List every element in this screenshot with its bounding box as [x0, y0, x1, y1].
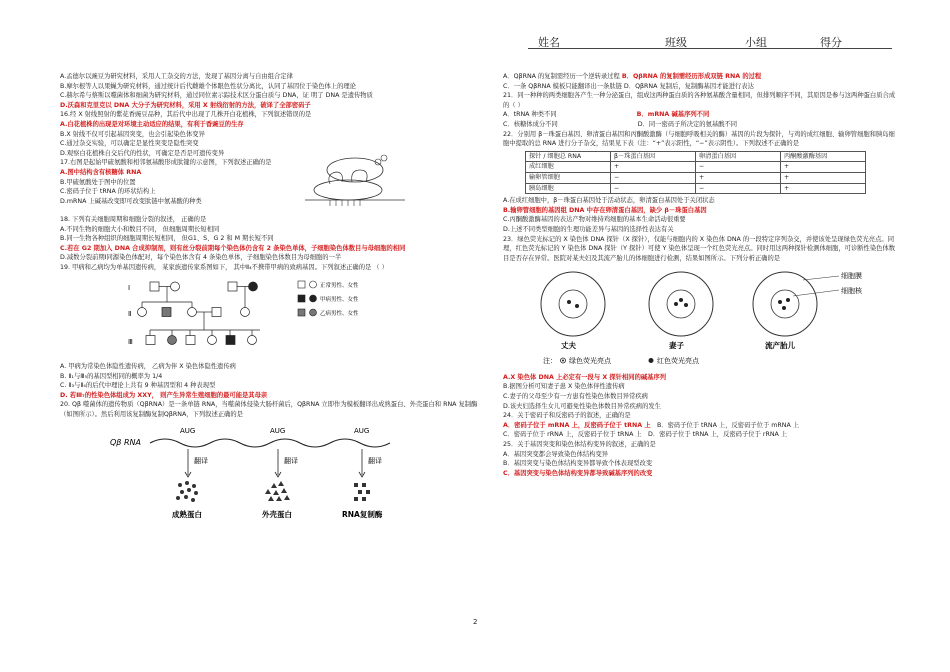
- table-header: 丙酮酸激酶基因: [781, 151, 866, 162]
- option-23d: D.该夫妇选择生女儿可避免性染色体数目异常疾病的发生: [503, 402, 661, 410]
- table-cell: 输卵管细胞: [526, 172, 611, 183]
- translate-label-2: 翻译: [284, 456, 298, 465]
- option-19a: A. 甲病为常染色体隐性遗传病， 乙病为伴 X 染色体隐性遗传病: [60, 363, 236, 371]
- right-column: [503, 72, 898, 478]
- pedigree-male: [150, 282, 159, 291]
- table-cell: +: [781, 172, 866, 183]
- student-info-header: [520, 34, 892, 48]
- pedigree-chart: [120, 276, 420, 356]
- question-25: 25．关于基因突变和染色体结构变异的叙述，正确的是: [503, 441, 656, 449]
- qbeta-rna-figure: [110, 423, 430, 528]
- question-20: 20. Qβ 噬菌体的遗传物质（QβRNA）是一条单链 RNA，当噬菌体侵染大肠杆菌后，QβRNA 立即作为模板翻译出成熟蛋白、外壳蛋白和 RNA 复制酶（如图所示）。然后利用该复制酶复制QβRNA，下列叙述正确的是: [60, 401, 478, 419]
- table-row: [526, 183, 866, 194]
- table-cell: +: [611, 162, 696, 173]
- cell-wife: [649, 272, 713, 336]
- mature-protein-label: 成熟蛋白: [172, 509, 202, 519]
- aug-label-1: AUG: [180, 426, 196, 435]
- answer-line: D.沃森和克里克以 DNA 大分子为研究材料，采用 X 射线衍射的方法，破译了全部密码子: [60, 101, 311, 109]
- options-24cd: C．密码子位于 rRNA 上，反密码子位于 tRNA 上 D．密码子位于 tRNA 上，反密码子位于 rRNA 上: [503, 431, 788, 439]
- group-label: 小组: [745, 36, 767, 49]
- table-row: [526, 162, 866, 173]
- header-underline: [528, 48, 892, 49]
- table-cell: −: [696, 162, 781, 173]
- table-cell: −: [611, 172, 696, 183]
- generation-2-label: Ⅱ: [128, 309, 132, 318]
- option-19c: C. Ⅱ₃与Ⅱ₄的后代中理论上共有 9 种基因型和 4 种表现型: [60, 382, 216, 390]
- option-22c: C.丙酮酸激酶基因的表达产物对维持鸡细胞的基本生命活动很重要: [503, 216, 686, 224]
- option-16b: B.X 射线不仅可引起基因突变，也会引起染色体变异: [60, 130, 205, 138]
- text-line: C.赫尔希与蔡斯以噬菌体和细菌为研究材料，通过同位素示踪技术区分蛋白质与 DNA，证 明了 DNA 是遗传物质: [60, 92, 373, 100]
- pedigree-female-affected: [249, 282, 258, 291]
- answer-17a: A.图中结构含有核糖体 RNA: [60, 168, 142, 176]
- option-18d: D.减数分裂前期Ⅰ同源染色体配对，每个染色体含有 4 条染色单体，子细胞染色体数目为母细胞的一半: [60, 254, 342, 262]
- left-column: [60, 72, 480, 534]
- class-label: 班级: [665, 36, 687, 49]
- coat-protein-triangles: [265, 481, 290, 501]
- question-17: 17.右图是起始甲硫氨酸和相邻氨基酸形成肽键的示意图，下列叙述正确的是: [60, 159, 272, 167]
- note-label: 注：: [543, 357, 557, 366]
- fetus-label: 流产胎儿: [765, 341, 795, 351]
- cell-fetus: [753, 272, 817, 336]
- ribosome-diagram: [300, 154, 410, 212]
- option-25a: A．基因突变都会导致染色体结构变异: [503, 450, 609, 458]
- question-16: 16.经 X 射线照射的紫花香豌豆品种，其后代中出现了几株开白花植株，下列叙述错误的是: [60, 111, 312, 119]
- score-label: 得分: [820, 36, 842, 49]
- option-17b: B.甲硫氨酸处于图中的位置: [60, 178, 136, 186]
- option-16d: D.观察白花植株自交后代的性状，可确定是否是可遗传变异: [60, 149, 225, 157]
- option-18a: A.不同生物的细胞大小和数目不同， 但细胞周期长短相同: [60, 225, 220, 233]
- options-21ab: A．tRNA 种类不同 B．mRNA 碱基序列不同: [503, 111, 710, 119]
- option-17c: C.密码子位于 tRNA 的环状结构上: [60, 188, 156, 196]
- legend-disease-a: 甲病男性、女性: [320, 296, 359, 303]
- legend-normal: 正常男性、女性: [320, 282, 359, 289]
- options-24ab: A．密码子位于 mRNA 上，反密码子位于 tRNA 上 B．密码子位于 tRNA 上，反密码子位于 mRNA 上: [503, 421, 800, 429]
- answer-19d: D. 若Ⅲ₇的性染色体组成为 XXY， 则产生异常生殖细胞的最可能是其母亲: [60, 391, 268, 399]
- aug-label-3: AUG: [354, 426, 370, 435]
- membrane-label: 细胞膜: [841, 272, 862, 281]
- option-22d: D.上述不同类型细胞的生理功能差异与基因的选择性表达有关: [503, 225, 674, 233]
- nucleus-label: 细胞核: [841, 287, 862, 296]
- table-header: 探针 / 细胞总 RNA: [526, 151, 611, 162]
- hybridization-table: [525, 151, 866, 194]
- name-label: 姓名: [538, 36, 560, 49]
- answer-25c: C．基因突变与染色体结构变异都导致碱基序列的改变: [503, 469, 653, 477]
- option-18b: B.同一生物各种组织的细胞周期长短相同， 但G1、S、G 2 和 M 期长短不同: [60, 235, 274, 243]
- translate-label-1: 翻译: [194, 456, 208, 465]
- red-note-label: 红色荧光亮点: [657, 357, 699, 366]
- option-23b: B.据图分析可知妻子患 X 染色体伴性遗传病: [503, 383, 625, 391]
- table-row: [526, 172, 866, 183]
- table-cell: 胰岛细胞: [526, 183, 611, 194]
- generation-3-label: Ⅲ: [128, 337, 133, 346]
- table-cell: 成红细胞: [526, 162, 611, 173]
- options-20ab: A．QβRNA 的复制需经历一个逆转录过程 B．QβRNA 的复制需经历形成双链 RNA 的过程: [503, 73, 762, 80]
- legend-disease-b: 乙病男性、女性: [320, 310, 359, 317]
- mature-protein-dots: [176, 481, 198, 502]
- options-20cd: C．一条 QβRNA 模板只能翻译出一条肽链 D．QβRNA 复制后，复制酶基因才能进行表达: [503, 82, 754, 90]
- question-18: 18. 下列有关细胞周期和细胞分裂的叙述， 正确的是: [60, 215, 207, 223]
- table-cell: −: [611, 183, 696, 194]
- answer-22b: B.输卵管细胞的基因组 DNA 中存在卵清蛋白基因，缺少 β－珠蛋白基因: [503, 206, 707, 214]
- option-16c: C.通过杂交实验，可以确定是显性突变是隐性突变: [60, 140, 199, 148]
- table-header: 卵清蛋白基因: [696, 151, 781, 162]
- question-24: 24．关于密码子和反密码子的叙述，正确的是: [503, 412, 631, 420]
- replicase-squares: [354, 483, 370, 501]
- answer-18c: C.若在 G2 期加入 DNA 合成抑制剂，则有丝分裂前期每个染色体仍含有 2 条染色单体，子细胞染色体数目与母细胞的相同: [60, 244, 406, 252]
- qbeta-rna-label: Qβ RNA: [110, 437, 141, 447]
- option-17d: D.mRNA 上碱基改变即可改变肽链中氨基酸的种类: [60, 197, 202, 205]
- options-21cd: C．核糖体成分不同 D．同一密码子所决定的氨基酸不同: [503, 120, 738, 128]
- table-header: β－珠蛋白基因: [611, 151, 696, 162]
- coat-protein-label: 外壳蛋白: [262, 509, 292, 519]
- pedigree-male: [228, 282, 237, 291]
- translate-label-3: 翻译: [368, 456, 382, 465]
- option-22a: A.在成红细胞中，β－珠蛋白基因处于活动状态，卵清蛋白基因处于关闭状态: [503, 197, 715, 205]
- q17-block: [60, 168, 480, 215]
- page-number: 2: [473, 618, 478, 626]
- green-note-label: 绿色荧光亮点: [569, 357, 611, 366]
- replicase-label: RNA复制酶: [342, 509, 383, 519]
- option-25b: B．基因突变与染色体结构变异都导致个体表现型改变: [503, 460, 653, 468]
- answer-23a: A.X 染色体 DNA 上必定有一段与 X 探针相同的碱基序列: [503, 373, 667, 381]
- question-21: 21．同一种种的两类细胞各产生一种分泌蛋白，组成这两种蛋白质的各种氨基酸含量相同，但排列顺序不同，其原因是参与这两种蛋白质合成的（ ）: [503, 92, 896, 109]
- pedigree-female: [171, 282, 180, 291]
- option-19b: B. Ⅱ₁与Ⅲ₅的基因型相同的概率为 1/4: [60, 372, 163, 380]
- answer-16a: A.白花植株的出现是对环境主动适应的结果，有利于香豌豆的生存: [60, 120, 244, 128]
- aug-label-2: AUG: [270, 426, 286, 435]
- text-line: A.孟德尔以豌豆为研究材料，采用人工杂交的方法，发现了基因分离与自由组合定律: [60, 73, 293, 80]
- fish-cell-figure: [503, 266, 893, 366]
- generation-1-label: Ⅰ: [128, 283, 131, 292]
- text-line: B.摩尔根等人以果蝇为研究材料，通过统计后代雌雄个体眼色性状分离比，认同了基因位于染色体上的理论: [60, 82, 356, 90]
- table-cell: +: [781, 183, 866, 194]
- wife-label: 妻子: [669, 341, 684, 351]
- cell-husband: [541, 272, 605, 336]
- question-19: 19. 甲病和乙病均为单基因遗传病， 某家族遗传家系图如下， 其中Ⅱ₄不携带甲病的致病基因。下列叙述正确的是 （ ）: [60, 263, 388, 271]
- question-23: 23．绿色荧光标记的 X 染色体 DNA 探针（X 探针），仅能与细胞内的 X 染色体 DNA 的一段特定序列杂交，并使该处呈现绿色荧光亮点。同理，红色荧光标记的 Y 染色体 DNA 探针（Y 探针）可使 Y 染色体呈现一个红色荧光亮点。同时用这两种探针检测体细胞，可诊断性染色体数目是否存在异常。医院对某夫妇及其流产胎儿的体细胞进行检测，结果如图所示。下列分析正确的是: [503, 235, 896, 262]
- table-cell: +: [781, 162, 866, 173]
- question-22: 22．分别用 β－珠蛋白基因、卵清蛋白基因和丙酮酸激酶（与细胞呼吸相关的酶）基因的片段为探针，与鸡的成红细胞、输卵管细胞和胰岛细胞中提取的总 RNA 进行分子杂交，结果见下表（注：“+”表示阳性，“−”表示阴性）。下列叙述不正确的是: [503, 130, 895, 148]
- option-23c: C.妻子的父母至少有一方患有性染色体数目异常疾病: [503, 393, 648, 401]
- husband-label: 丈夫: [561, 341, 576, 351]
- table-cell: −: [696, 183, 781, 194]
- table-cell: +: [696, 172, 781, 183]
